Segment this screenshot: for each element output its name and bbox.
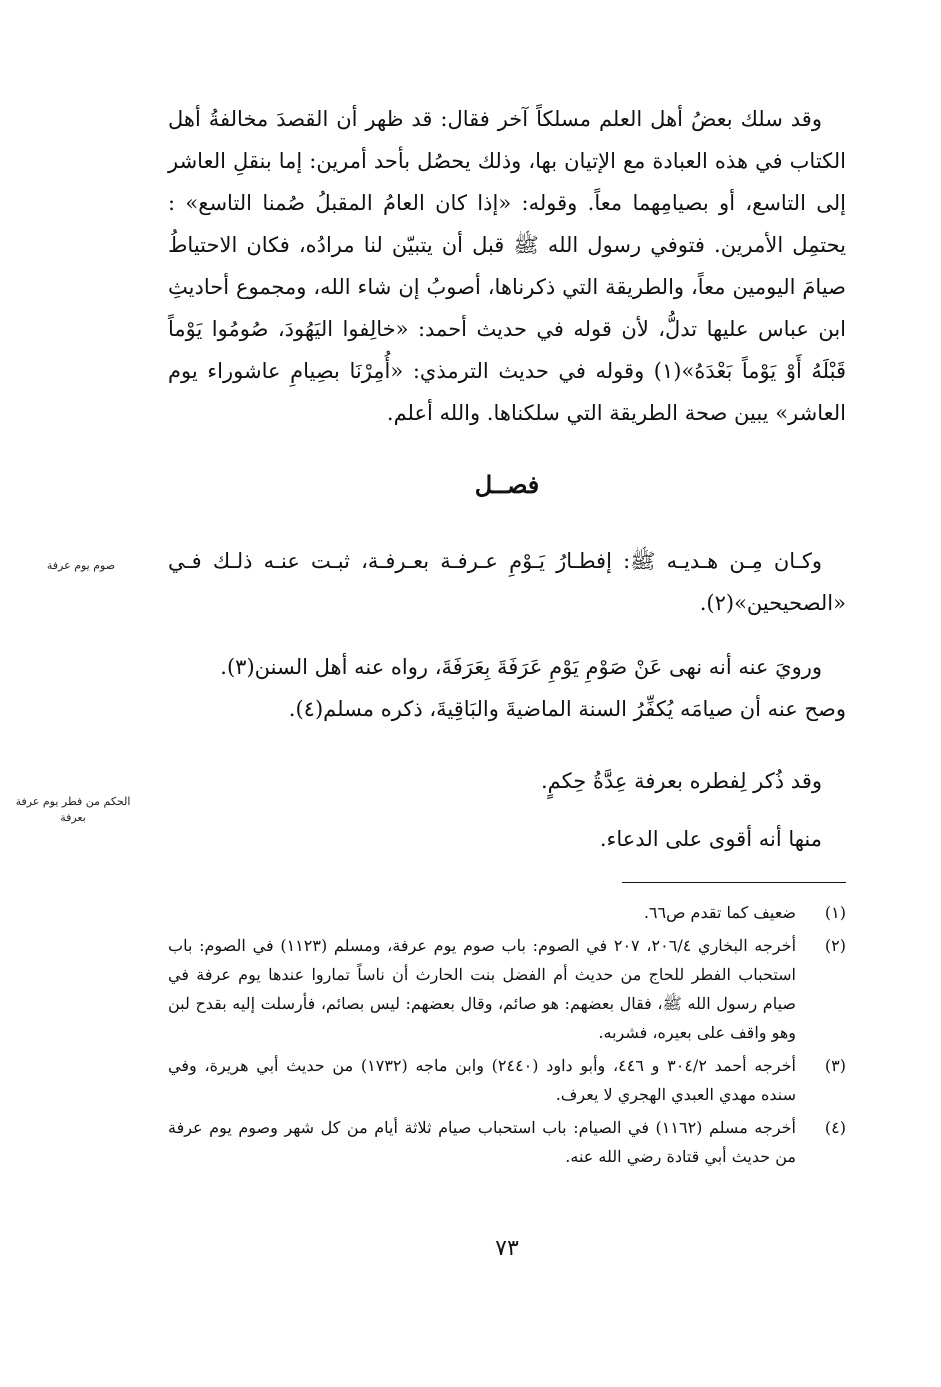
paragraph-first-wisdom: منها أنه أقوى على الدعاء. [599, 827, 822, 851]
footnote-text: أخرجه مسلم (١١٦٢) في الصيام: باب استحباب صيام ثلاثة أيام من كل شهر وصوم يوم عرفة من حديث أبي قتادة رضي الله عنه. [168, 1118, 796, 1166]
footnote-item [168, 898, 846, 927]
footnote-text: أخرجه أحمد ٣٠٤/٢ و ٤٤٦، وأبو داود (٢٤٤٠) وابن ماجه (١٧٣٢) من حديث أبي هريرة، وفي سنده مهدي العبدي الهجري لا يعرف. [168, 1056, 796, 1104]
footnote-number: (٣) [824, 1056, 846, 1075]
footnote-text: ضعيف كما تقدم ص٦٦. [643, 903, 796, 922]
paragraph-narration-1: ورويَ عنه أنه نهى عَنْ صَوْمِ يَوْمِ عَرَفَةَ بِعَرَفَةَ، رواه عنه أهل السنن(٣). [220, 655, 822, 679]
footnote-number: (٢) [824, 936, 846, 955]
margin-note-wisdom: الحكم من فطر يوم عرفة بعرفة [15, 795, 131, 824]
paragraph-narration-2: وصح عنه أن صيامَه يُكفِّرُ السنة الماضيةَ والبَاقِيةَ، ذكره مسلم(٤). [288, 697, 846, 721]
footnote-item [168, 1051, 846, 1109]
footnote-item [168, 1113, 846, 1171]
footnote-text: أخرجه البخاري ٢٠٦/٤، ٢٠٧ في الصوم: باب صوم يوم عرفة، ومسلم (١١٢٣) في الصوم: باب استحباب الفطر للحاج من حديث أم الفضل بنت الحارث أن ناساً تماروا عندها يوم عرفة في صيام رسول الله ﷺ، فقال بعضهم: هو صائم، وقال بعضهم: ليس بصائم، فأرسلت إليه بقدح لبن وهو واقف على بعيره، فشربه. [168, 936, 797, 1042]
margin-note-arafah: صوم يوم عرفة [46, 559, 116, 572]
section-heading: فصــل [474, 470, 540, 499]
footnote-item [168, 931, 846, 1047]
paragraph-main: وقد سلك بعضُ أهل العلم مسلكاً آخر فقال: قد ظهر أن القصدَ مخالفةُ أهل الكتاب في هذه العبادة مع الإتيان بها، وذلك يحصُل بأحد أمرين: إما بنقلِ العاشر إلى التاسع، أو بصيامِهما معاً. وقوله: «إذا كان العامُ المقبلُ صُمنا التاسع» : يحتمِل الأمرين. فتوفي رسول الله ﷺ قبل أن يتبيّن لنا مرادُه، فكان الاحتياطُ صيامَ اليومين معاً، والطريقة التي ذكرناها، أصوبُ إن شاء الله، ومجموع أحاديثِ ابن عباس عليها تدلُّ، لأن قوله في حديث أحمد: «خالِفوا اليَهُودَ، صُومُوا يَوْماً قَبْلَهُ أَوْ يَوْماً بَعْدَهُ»(١) وقوله في حديث الترمذي: «أُمِرْنَا بصِيامِ عاشوراء يوم العاشر» يبين صحة الطريقة التي سلكناها. والله أعلم. [168, 107, 846, 425]
page-number: ٧٣ [495, 1236, 519, 1261]
paragraph-group-narrations [168, 646, 846, 730]
footnote-separator [622, 882, 846, 883]
footnote-number: (١) [824, 903, 846, 922]
footnotes [168, 898, 846, 1175]
paragraph-wisdom: وقد ذُكر لِفطره بعرفة عِدَّةُ حِكمٍ. [541, 769, 822, 793]
footnote-number: (٤) [824, 1118, 846, 1137]
paragraph-arafah-fasting: وكـان مِـن هـديـه ﷺ: إفطـارُ يَـوْمِ عـرفـة بعـرفـة، ثبـت عنـه ذلـك فـي «الصحيحين»(٢). [168, 549, 846, 615]
